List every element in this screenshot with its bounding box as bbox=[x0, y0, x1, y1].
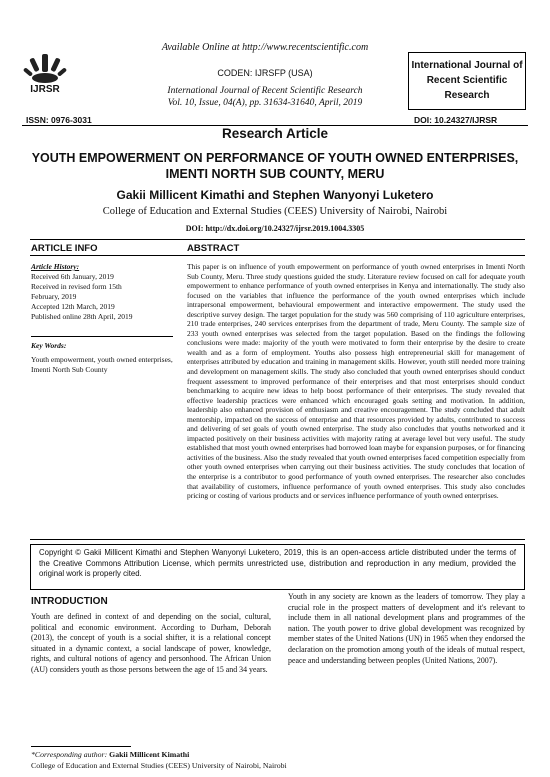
title-line-2: IMENTI NORTH SUB COUNTY, MERU bbox=[165, 167, 385, 181]
journal-box-line3: Research bbox=[444, 90, 490, 101]
corresponding-label: *Corresponding author: bbox=[31, 750, 108, 759]
article-info bbox=[31, 262, 173, 375]
article-info-heading: ARTICLE INFO bbox=[31, 243, 98, 254]
affiliation: College of Education and External Studies (CEES) University of Nairobi, Nairobi bbox=[102, 206, 448, 217]
keywords: Youth empowerment, youth owned enterprises, Imenti North Sub County bbox=[31, 355, 173, 374]
footnote-rule bbox=[31, 746, 131, 747]
corresponding-affiliation: College of Education and External Studies (CEES) University of Nairobi, Nairobi bbox=[31, 761, 287, 770]
revised-date-cont: February, 2019 bbox=[31, 292, 77, 301]
abstract-body: This paper is on influence of youth empowerment on performance of youth owned enterprises in Imenti North Sub County, Meru. Three study questions guided the study. Literature review focused on call for adequate youth empowerment to enhance performance of youth owned enterprises in Kenya and internationally. The study also focused on the variables that influence the performance of the youth owned enterprises which include intrapersonal empowerment, behavioural empowerment and interactive empowerment. The study used the descriptive survey design. The target population for the study was 560 comprising of 110 agriculture enterprises, 210 trade enterprises, 240 services enterprises from the department of trade, Meru County. The sample size of 233 youth owned enterprises was selected from the target population. Based on the findings the following conclusions were made: majority of the youth were motivated to form their enterprise by the desire to create wealth and as a form of employment. Youths also possess high entrepreneurial skill for management of enterprises attributed by education and training in management skills. However, youth still needed more training and development on management skills. The study also concluded that youth owned enterprises should conduct frequent assessment to improved performance of their enterprises and that most enterprises should conduct benchmarking to acquire new ideas to help boost performance of their enterprises. The study revealed that effective leadership practices were enhanced which encouraged goals setting and motivation. In addition, leadership also enhanced provision of enthusiasm and creative encouragement. The study concluded that adult mentorship, impacted on the success of enterprise and that resources provided by adults, contributed to success and delivering of set goals of youth owned enterprise. The study also concludes that youths networked and it impacted positively on their business activities with majority rating at average level but very useful. The study established that most youth owned enterprises had borrowed loan maybe for expansion purposes, or for financing activities of the business. Also the study revealed that youth owned enterprises faced competition especially from other youth owned enterprises when carrying out their business activities. The study concludes that location of the enterprise is a contributor to good performance of youth owned enterprises. The researcher also concludes that availability of customers, influence performance of youth owned enterprises. This study also concludes pricing or costing of various products and or services influence performance of youth owned enterprises. bbox=[187, 262, 525, 501]
revised-date: Received in revised form 15th bbox=[31, 282, 122, 291]
article-title bbox=[30, 150, 520, 182]
corresponding-name: Gakii Millicent Kimathi bbox=[109, 750, 190, 759]
issn: ISSN: 0976-3031 bbox=[26, 115, 92, 125]
journal-doi: DOI: 10.24327/IJRSR bbox=[414, 115, 498, 125]
corresponding-author bbox=[31, 750, 189, 759]
article-doi[interactable]: DOI: http://dx.doi.org/10.24327/ijrsr.2019.1004.3305 bbox=[185, 224, 365, 233]
journal-name: International Journal of Recent Scientific Research bbox=[167, 86, 363, 96]
published-date: Published online 28th April, 2019 bbox=[31, 312, 133, 321]
authors: Gakii Millicent Kimathi and Stephen Wanyonyi Luketero bbox=[116, 188, 434, 202]
copyright-notice: Copyright © Gakii Millicent Kimathi and Stephen Wanyonyi Luketero, 2019, this is an open-access article distributed under the terms of the Creative Commons Attribution License, which permits unrestricted use, distribution and reproduction in any medium, provided the original work is properly cited. bbox=[30, 544, 525, 590]
available-online[interactable]: Available Online at http://www.recentscientific.com bbox=[161, 42, 369, 53]
journal-logo bbox=[22, 50, 68, 98]
logo-text: IJRSR bbox=[30, 84, 60, 95]
journal-box-line2: Recent Scientific bbox=[426, 75, 508, 86]
journal-title-box bbox=[408, 52, 526, 110]
abstract-heading: ABSTRACT bbox=[187, 243, 240, 254]
info-top-rule bbox=[30, 239, 525, 240]
article-type: Research Article bbox=[221, 126, 329, 141]
received-date: Received 6th January, 2019 bbox=[31, 272, 114, 281]
coden: CODEN: IJRSFP (USA) bbox=[217, 68, 313, 78]
history-label: Article History: bbox=[31, 262, 80, 271]
keywords-label: Key Words: bbox=[31, 336, 173, 351]
journal-box-line1: International Journal of bbox=[411, 60, 523, 71]
volume-info: Vol. 10, Issue, 04(A), pp. 31634-31640, April, 2019 bbox=[167, 98, 363, 108]
introduction-right-column: Youth in any society are known as the leaders of tomorrow. They play a crucial role in the prospect matters of development and it's relevant to include them in all national development plans and programmes of the nation. The youth power to drive global development was recognized by member states of the United Nations (UN) in 1965 when they endorsed the declaration on the promotion among youth of the ideals of mutual respect, peace and understanding between peoples (United Nations, 2007). bbox=[288, 592, 525, 665]
introduction-heading: INTRODUCTION bbox=[31, 596, 108, 607]
introduction-left-column: Youth are defined in context of and depending on the social, cultural, political and economic environment. According to Durham, Deborah (2013), the concept of youth is a social shifter, it is a relational concept situated in a dynamic context, a social landscape of power, knowledge, rights, and cultural notions of agency and personhood. The African Union (AU) considers youth as those persons between the age of 15 and 34 years. bbox=[31, 612, 271, 674]
info-head-rule bbox=[30, 255, 525, 256]
title-line-1: YOUTH EMPOWERMENT ON PERFORMANCE OF YOUTH OWNED ENTERPRISES, bbox=[31, 151, 519, 165]
abstract-bottom-rule bbox=[30, 539, 525, 540]
accepted-date: Accepted 12th March, 2019 bbox=[31, 302, 115, 311]
